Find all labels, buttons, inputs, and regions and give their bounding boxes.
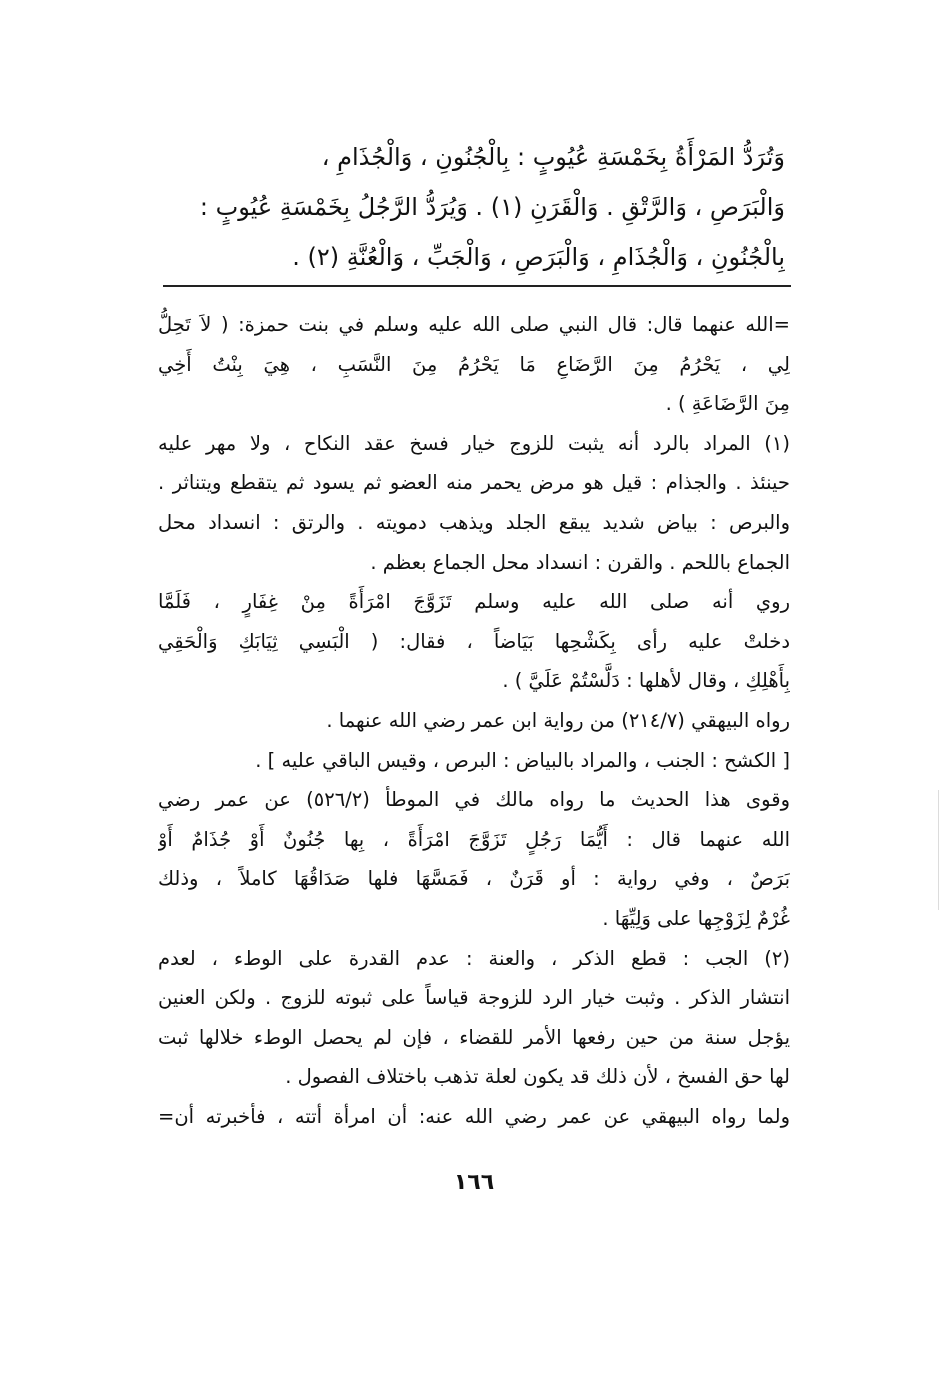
footnote-line: الجماع باللحم . والقرن : انسداد محل الجماع بعظم .: [370, 550, 790, 574]
footnote-line: انتشار الذكر . وثبت خيار الرد للزوجة قياساً على ثبوته للزوج . ولكن العنين: [158, 986, 790, 1010]
footnote-line: حينئذ . والجذام : قيل هو مرض يحمر منه العضو ثم يسود ثم يتقطع ويتناثر .: [158, 471, 790, 495]
footnote-line: غُرْمٌ لِزَوْجِها على وَلِيِّهَا .: [602, 906, 790, 930]
main-text-line: بِالْجُنُونِ ، وَالْجُذَامِ ، وَالْبَرَصِ ، وَالْجَبِّ ، وَالْعُنَّةِ (٢) .: [292, 243, 785, 271]
footnote-line: دخلتْ عليه رأى بِكَشْحِها بَيَاضاً ، فقال: ( الْبَسِي ثِيَابَكِ وَالْحَقِي: [158, 629, 790, 653]
footnote-line: روي أنه صلى الله عليه وسلم تَزَوَّجَ امْرَأَةً مِنْ غِفَارٍ ، فَلَمَّا: [158, 590, 790, 614]
footnote-line: بِأَهْلِكِ ، وقال لأهلها : دَلَّسْتُمْ عَلَيَّ ) .: [502, 669, 790, 693]
footnote-line: وقوى هذا الحديث ما رواه مالك في الموطأ (٥٢٦/٢) عن عمر رضي: [158, 788, 790, 812]
footnotes-block: [158, 305, 790, 1136]
footnote-line: [ الكشح : الجنب ، والمراد بالبياض : البرص ، وقيس الباقي عليه ] .: [255, 748, 790, 772]
footnote-line: ولما رواه البيهقي عن عمر رضي الله عنه: أن امرأة أتته ، فأخبرته أن=: [158, 1104, 790, 1128]
footnote-line: =الله عنهما قال: قال النبي صلى الله عليه وسلم في بنت حمزة: ( لاَ تَحِلُّ: [158, 313, 790, 336]
footnote-line: (١) المراد بالرد أنه يثبت للزوج خيار فسخ عقد النكاح ، ولا مهر عليه: [158, 431, 790, 455]
footnote-line: الله عنهما قال : أَيُّمَا رَجُلٍ تَزَوَّجَ امْرَأَةً ، بِها جُنُونٌ أَوْ جُذَامٌ أَوْ: [158, 827, 790, 851]
footnote-line: والبرص : بياض شديد يبقع الجلد ويذهب دمويته . والرتق : انسداد محل: [158, 510, 790, 534]
footnote-line: لها حق الفسخ ، لأن ذلك قد يكون لعلة تذهب باختلاف الفصول .: [285, 1065, 790, 1089]
main-text-line: وَالْبَرَصِ ، وَالرَّتْقِ . وَالْقَرَنِ (١) . وَيُرَدُّ الرَّجُلُ بِخَمْسَةِ عُيُوبٍ :: [199, 193, 785, 221]
footnote-separator: [163, 285, 791, 287]
footnote-line: لِي ، يَحْرُمُ مِنَ الرَّضَاعِ مَا يَحْرُمُ مِنَ النَّسَبِ ، هِيَ بِنْتُ أَخِي: [158, 352, 790, 376]
footnote-line: بَرَصٌ ، وفي رواية : أو قَرَنٌ ، فَمَسَّهَا فلها صَدَاقُهَا كاملاً ، وذلك: [158, 867, 790, 891]
footnote-line: مِنَ الرَّضَاعَةِ ) .: [665, 392, 790, 416]
footnote-line: رواه البيهقي (٢١٤/٧) من رواية ابن عمر رضي الله عنهما .: [326, 708, 790, 732]
main-text-block: [160, 132, 785, 282]
main-text-line: وَتُرَدُّ المَرْأَةُ بِخَمْسَةِ عُيُوبٍ : بِالْجُنُونِ ، وَالْجُذَامِ ،: [321, 143, 785, 171]
scan-edge-mark: [938, 790, 939, 910]
footnote-line: يؤجل سنة من حين رفعها الأمر للقضاء ، فإن لم يحصل الوطء خلالها ثبت: [158, 1025, 790, 1049]
page-number: ١٦٦: [453, 1170, 495, 1195]
footnote-line: (٢) الجب : قطع الذكر ، والعنة : عدم القدرة على الوطء ، لعدم: [158, 946, 790, 970]
